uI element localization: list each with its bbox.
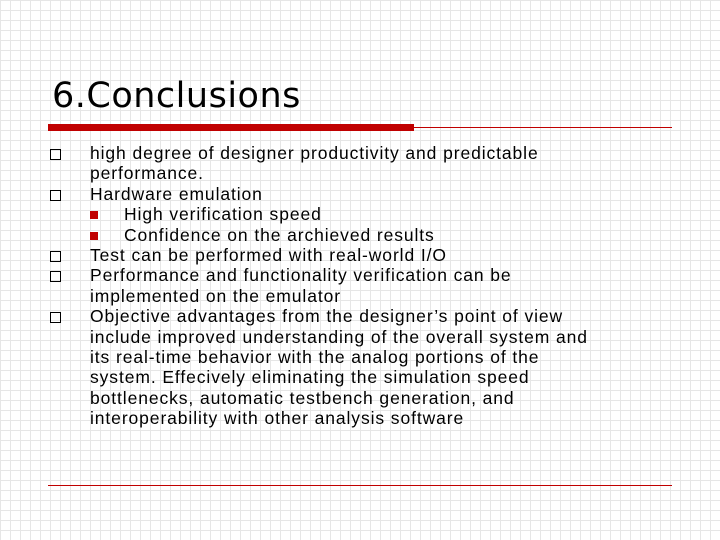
sub-bullet-text: High verification speed (124, 204, 322, 225)
bullet-line: Objective advantages from the designer’s point of view (90, 306, 564, 327)
bullet-line: implemented on the emulator (90, 285, 341, 306)
bullet-text (90, 184, 680, 245)
sub-bullet-item (90, 204, 680, 224)
hollow-square-icon (50, 190, 61, 201)
bullet-item (50, 184, 680, 245)
filled-square-icon (90, 232, 98, 240)
title-underline-thick (48, 124, 414, 131)
bullet-line: high degree of designer productivity and predictable (90, 143, 539, 163)
bullet-item (50, 306, 680, 428)
hollow-square-icon (50, 271, 61, 282)
hollow-square-icon (50, 251, 61, 262)
sub-bullet-text: Confidence on the archieved results (124, 224, 435, 245)
sub-bullet-item (90, 225, 680, 245)
bullet-line: Performance and functionality verification can be (90, 265, 512, 286)
bullet-line: include improved understanding of the overall system and (90, 326, 588, 347)
bullet-line: bottlenecks, automatic testbench generation, and (90, 387, 515, 408)
bullet-line: performance. (90, 163, 204, 184)
bullet-text (90, 245, 680, 265)
hollow-square-icon (50, 312, 61, 323)
bullet-line: interoperability with other analysis software (90, 408, 465, 429)
bullet-line: Test can be performed with real-world I/O (90, 245, 447, 266)
filled-square-icon (90, 211, 98, 219)
bullet-line: its real-time behavior with the analog portions of the (90, 347, 540, 368)
bullet-item (50, 245, 680, 265)
sub-bullet-list (90, 204, 680, 245)
bullet-text (90, 265, 680, 306)
title-underline-thin (414, 127, 672, 128)
hollow-square-icon (50, 149, 61, 160)
slide-title: 6.Conclusions (52, 76, 301, 116)
bullet-line: system. Effecively eliminating the simulation speed (90, 367, 530, 388)
bullet-text (90, 143, 680, 184)
bullet-item (50, 265, 680, 306)
bullet-text (90, 306, 680, 428)
bottom-divider (48, 485, 672, 486)
bullet-line: Hardware emulation (90, 183, 263, 204)
bullet-list (50, 143, 680, 429)
bullet-item (50, 143, 680, 184)
